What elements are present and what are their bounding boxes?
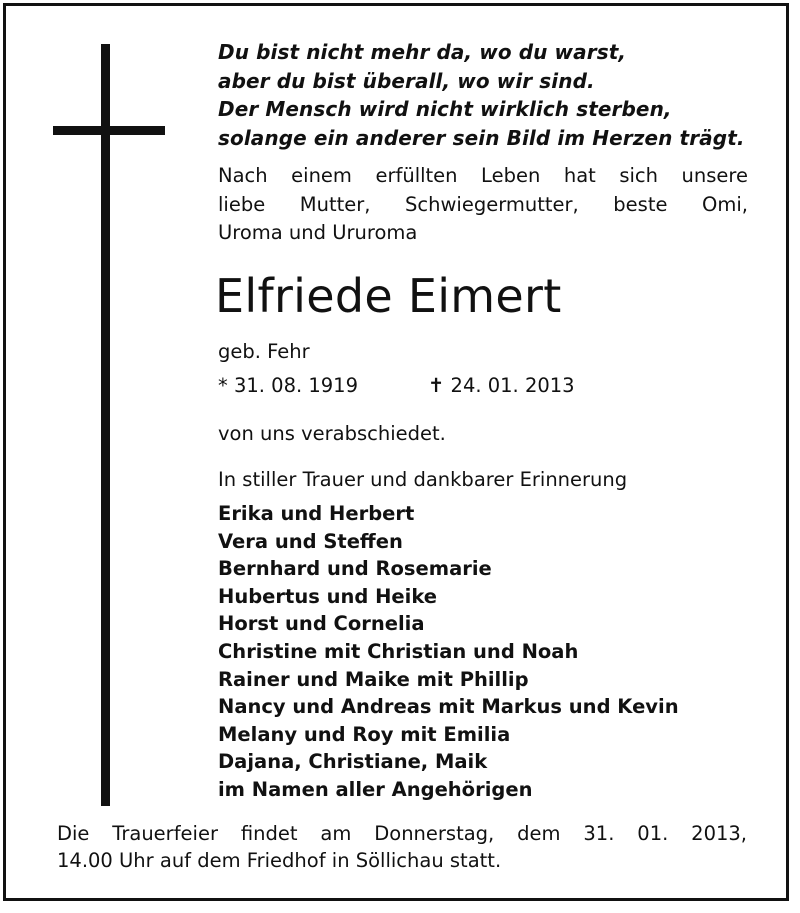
farewell-text: von uns verabschiedet.	[218, 422, 446, 445]
mourner-entry: Rainer und Maike mit Phillip	[218, 667, 529, 691]
life-dates	[218, 372, 575, 400]
mourner-entry: Nancy und Andreas mit Markus und Kevin	[218, 695, 679, 719]
intro-text	[218, 162, 748, 248]
service-line: Die Trauerfeier findet am Donnerstag, dem 31. 01. 2013,	[57, 822, 747, 845]
service-info	[57, 820, 747, 874]
deceased-name: Elfriede Eimert	[215, 269, 562, 323]
mourner-entry: Hubertus und Heike	[218, 584, 438, 608]
birth-name: geb. Fehr	[218, 340, 310, 363]
mourner-entry: Dajana, Christiane, Maik	[218, 750, 488, 774]
intro-line: Uroma und Ururoma	[218, 221, 418, 244]
cross-icon	[101, 44, 110, 806]
poem-line: Du bist nicht mehr da, wo du warst,	[218, 40, 627, 64]
mourner-entry: Vera und Steffen	[218, 529, 403, 553]
mourning-line: In stiller Trauer und dankbarer Erinnerung	[218, 468, 628, 491]
mourner-entry: Bernhard und Rosemarie	[218, 557, 492, 581]
mourner-entry: Erika und Herbert	[218, 502, 415, 525]
poem-line: aber du bist überall, wo wir sind.	[218, 68, 595, 93]
poem-line: solange ein anderer sein Bild im Herzen trägt.	[218, 125, 745, 150]
poem	[218, 38, 758, 152]
intro-line: Nach einem erfüllten Leben hat sich unsere	[218, 164, 748, 187]
death-date: ✝ 24. 01. 2013	[428, 374, 575, 397]
mourner-entry: im Namen aller Angehörigen	[218, 777, 533, 801]
cross-icon-bar	[53, 126, 165, 135]
poem-line: Der Mensch wird nicht wirklich sterben,	[218, 97, 672, 121]
mourner-entry: Horst und Cornelia	[218, 612, 425, 636]
birth-date: * 31. 08. 1919	[218, 374, 358, 397]
intro-line: liebe Mutter, Schwiegermutter, beste Omi,	[218, 192, 748, 216]
mourners-list	[218, 500, 679, 804]
service-line: 14.00 Uhr auf dem Friedhof in Söllichau statt.	[57, 849, 502, 872]
mourner-entry: Melany und Roy mit Emilia	[218, 722, 511, 746]
mourner-entry: Christine mit Christian und Noah	[218, 639, 579, 663]
